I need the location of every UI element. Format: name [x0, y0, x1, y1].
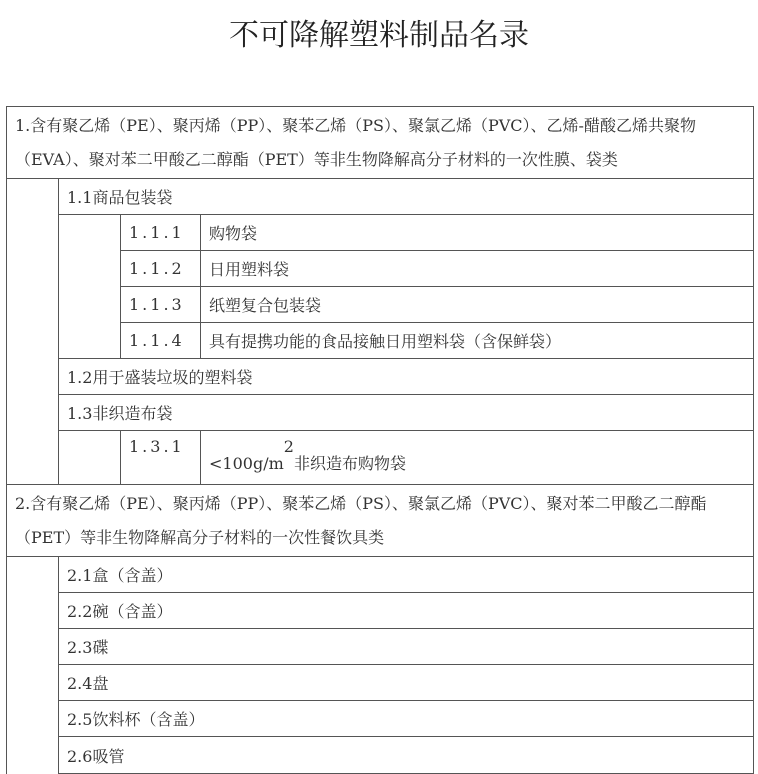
unit-exponent: 2	[283, 437, 294, 456]
table-row	[7, 179, 754, 215]
indent-cell	[7, 701, 59, 737]
indent-cell	[7, 287, 59, 323]
item-name: 纸塑复合包装袋	[201, 287, 754, 323]
subcategory-1-2: 1.2用于盛装垃圾的塑料袋	[59, 359, 754, 395]
item-name	[201, 431, 754, 485]
indent-cell	[7, 629, 59, 665]
indent-cell	[7, 359, 59, 395]
table-row	[7, 665, 754, 701]
subcategory-2-5: 2.5饮料杯（含盖）	[59, 701, 754, 737]
indent-cell	[7, 251, 59, 287]
table-row	[7, 431, 754, 485]
section-heading-1: 1.含有聚乙烯（PE）、聚丙烯（PP）、聚苯乙烯（PS）、聚氯乙烯（PVC）、乙烯-醋酸乙烯共聚物（EVA）、聚对苯二甲酸乙二醇酯（PET）等非生物降解高分子材料的一次性膜、袋类	[7, 107, 754, 179]
catalog-table	[6, 106, 754, 774]
item-code: 1.1.4	[121, 323, 201, 359]
indent-cell	[7, 215, 59, 251]
item-name: 日用塑料袋	[201, 251, 754, 287]
item-name: 具有提携功能的食品接触日用塑料袋（含保鲜袋）	[201, 323, 754, 359]
subcategory-2-1: 2.1盒（含盖）	[59, 557, 754, 593]
table-row	[7, 251, 754, 287]
subcategory-1-3: 1.3非织造布袋	[59, 395, 754, 431]
page-title: 不可降解塑料制品名录	[229, 18, 529, 53]
subcategory-1-1: 1.1商品包装袋	[59, 179, 754, 215]
subcategory-2-3: 2.3碟	[59, 629, 754, 665]
item-code: 1.1.3	[121, 287, 201, 323]
table-row	[7, 629, 754, 665]
indent-cell	[7, 737, 59, 774]
table-row	[7, 107, 754, 179]
indent-cell	[59, 251, 121, 287]
indent-cell	[7, 395, 59, 431]
indent-cell	[7, 431, 59, 485]
indent-cell	[7, 665, 59, 701]
table-row	[7, 287, 754, 323]
table-row	[7, 395, 754, 431]
item-code: 1.3.1	[121, 431, 201, 485]
table-row	[7, 737, 754, 774]
table-row	[7, 215, 754, 251]
table-row	[7, 485, 754, 557]
subcategory-2-2: 2.2碗（含盖）	[59, 593, 754, 629]
table-row	[7, 593, 754, 629]
indent-cell	[59, 287, 121, 323]
item-label: 非织造布购物袋	[293, 454, 406, 473]
indent-cell	[7, 179, 59, 215]
item-name-text	[209, 437, 406, 474]
section-heading-2: 2.含有聚乙烯（PE）、聚丙烯（PP）、聚苯乙烯（PS）、聚氯乙烯（PVC）、聚对苯二甲酸乙二醇酯（PET）等非生物降解高分子材料的一次性餐饮具类	[7, 485, 754, 557]
indent-cell	[7, 323, 59, 359]
indent-cell	[59, 323, 121, 359]
table-row	[7, 359, 754, 395]
item-code: 1.1.1	[121, 215, 201, 251]
indent-cell	[59, 215, 121, 251]
table-row	[7, 323, 754, 359]
item-code: 1.1.2	[121, 251, 201, 287]
indent-cell	[7, 557, 59, 593]
subcategory-2-4: 2.4盘	[59, 665, 754, 701]
table-row	[7, 701, 754, 737]
indent-cell	[59, 431, 121, 485]
item-name: 购物袋	[201, 215, 754, 251]
subcategory-2-6: 2.6吸管	[59, 737, 754, 774]
indent-cell	[7, 593, 59, 629]
table-row	[7, 557, 754, 593]
weight-threshold: <100g/m	[209, 454, 284, 473]
